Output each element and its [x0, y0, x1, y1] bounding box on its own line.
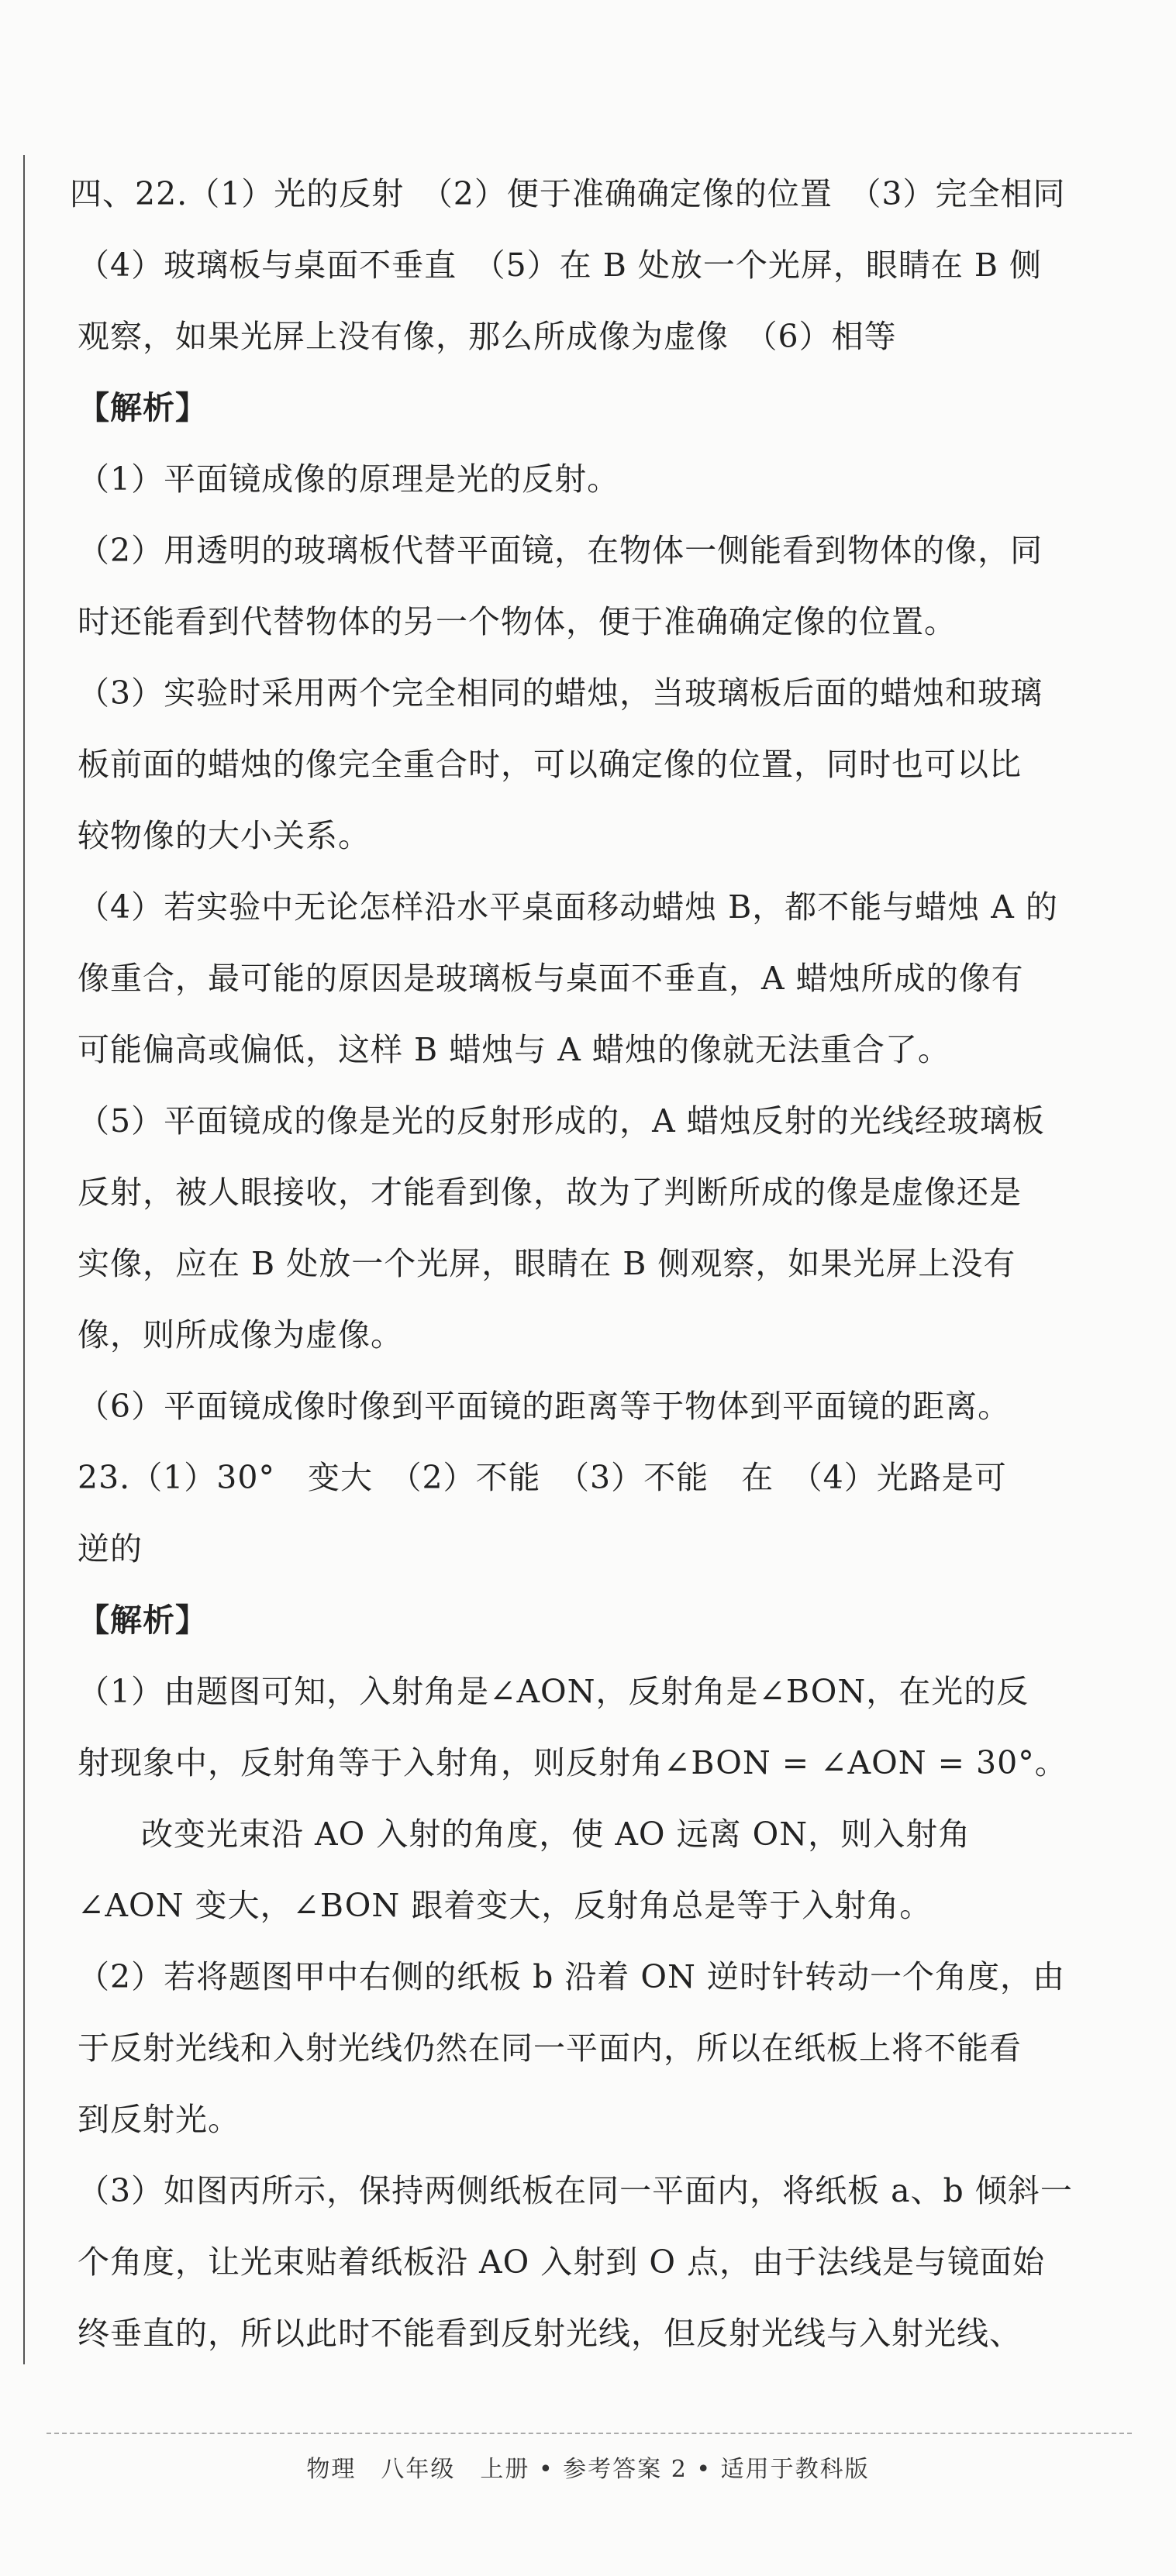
text-line: （4）若实验中无论怎样沿水平桌面移动蜡烛 B，都不能与蜡烛 A 的: [78, 888, 1058, 926]
analysis-heading: 【解析】: [78, 1602, 208, 1639]
text-line: （2）用透明的玻璃板代替平面镜，在物体一侧能看到物体的像，同: [78, 532, 1043, 569]
text-line: （5）平面镜成的像是光的反射形成的，A 蜡烛反射的光线经玻璃板: [78, 1102, 1045, 1140]
analysis-heading: 【解析】: [78, 389, 208, 426]
text-line: 时还能看到代替物体的另一个物体，便于准确确定像的位置。: [78, 603, 957, 640]
footer-separator: [47, 2433, 1132, 2434]
text-line: 板前面的蜡烛的像完全重合时，可以确定像的位置，同时也可以比: [78, 746, 1022, 783]
text-line: 反射，被人眼接收，才能看到像，故为了判断所成的像是虚像还是: [78, 1174, 1022, 1211]
text-line: （1）平面镜成像的原理是光的反射。: [78, 460, 620, 498]
text-line: 到反射光。: [78, 2101, 240, 2138]
text-line: 四、22.（1）光的反射 （2）便于准确确定像的位置 （3）完全相同: [70, 175, 1066, 212]
text-line: 像，则所成像为虚像。: [78, 1316, 403, 1354]
text-line: 较物像的大小关系。: [78, 817, 371, 854]
text-line: 改变光束沿 AO 入射的角度，使 AO 远离 ON，则入射角: [141, 1816, 971, 1853]
text-line: 像重合，最可能的原因是玻璃板与桌面不垂直，A 蜡烛所成的像有: [78, 960, 1024, 997]
text-line: （3）如图丙所示，保持两侧纸板在同一平面内，将纸板 a、b 倾斜一: [78, 2172, 1073, 2209]
text-line: （2）若将题图甲中右侧的纸板 b 沿着 ON 逆时针转动一个角度，由: [78, 1958, 1065, 1995]
text-line: 个角度，让光束贴着纸板沿 AO 入射到 O 点，由于法线是与镜面始: [78, 2243, 1045, 2281]
text-line: 终垂直的，所以此时不能看到反射光线，但反射光线与入射光线、: [78, 2315, 1022, 2352]
text-line: 可能偏高或偏低，这样 B 蜡烛与 A 蜡烛的像就无法重合了。: [78, 1031, 950, 1068]
text-line: 于反射光线和入射光线仍然在同一平面内，所以在纸板上将不能看: [78, 2029, 1022, 2067]
text-line: 逆的: [78, 1530, 143, 1567]
text-line: ∠AON 变大，∠BON 跟着变大，反射角总是等于入射角。: [78, 1887, 933, 1924]
text-line: （6）平面镜成像时像到平面镜的距离等于物体到平面镜的距离。: [78, 1388, 1011, 1425]
text-line: 射现象中，反射角等于入射角，则反射角∠BON = ∠AON = 30°。: [78, 1744, 1067, 1781]
left-margin-rule: [23, 155, 25, 2364]
text-line: （4）玻璃板与桌面不垂直 （5）在 B 处放一个光屏，眼睛在 B 侧: [78, 247, 1043, 284]
page-footer: 物理 八年级 上册 • 参考答案 2 • 适用于教科版: [306, 2456, 870, 2483]
text-line: 实像，应在 B 处放一个光屏，眼睛在 B 侧观察，如果光屏上没有: [78, 1245, 1016, 1282]
text-line: （1）由题图可知，入射角是∠AON，反射角是∠BON，在光的反: [78, 1673, 1029, 1710]
text-line: 观察，如果光屏上没有像，那么所成像为虚像 （6）相等: [78, 318, 897, 355]
text-line: （3）实验时采用两个完全相同的蜡烛，当玻璃板后面的蜡烛和玻璃: [78, 674, 1043, 712]
text-line: 23.（1）30° 变大 （2）不能 （3）不能 在 （4）光路是可: [78, 1459, 1007, 1496]
